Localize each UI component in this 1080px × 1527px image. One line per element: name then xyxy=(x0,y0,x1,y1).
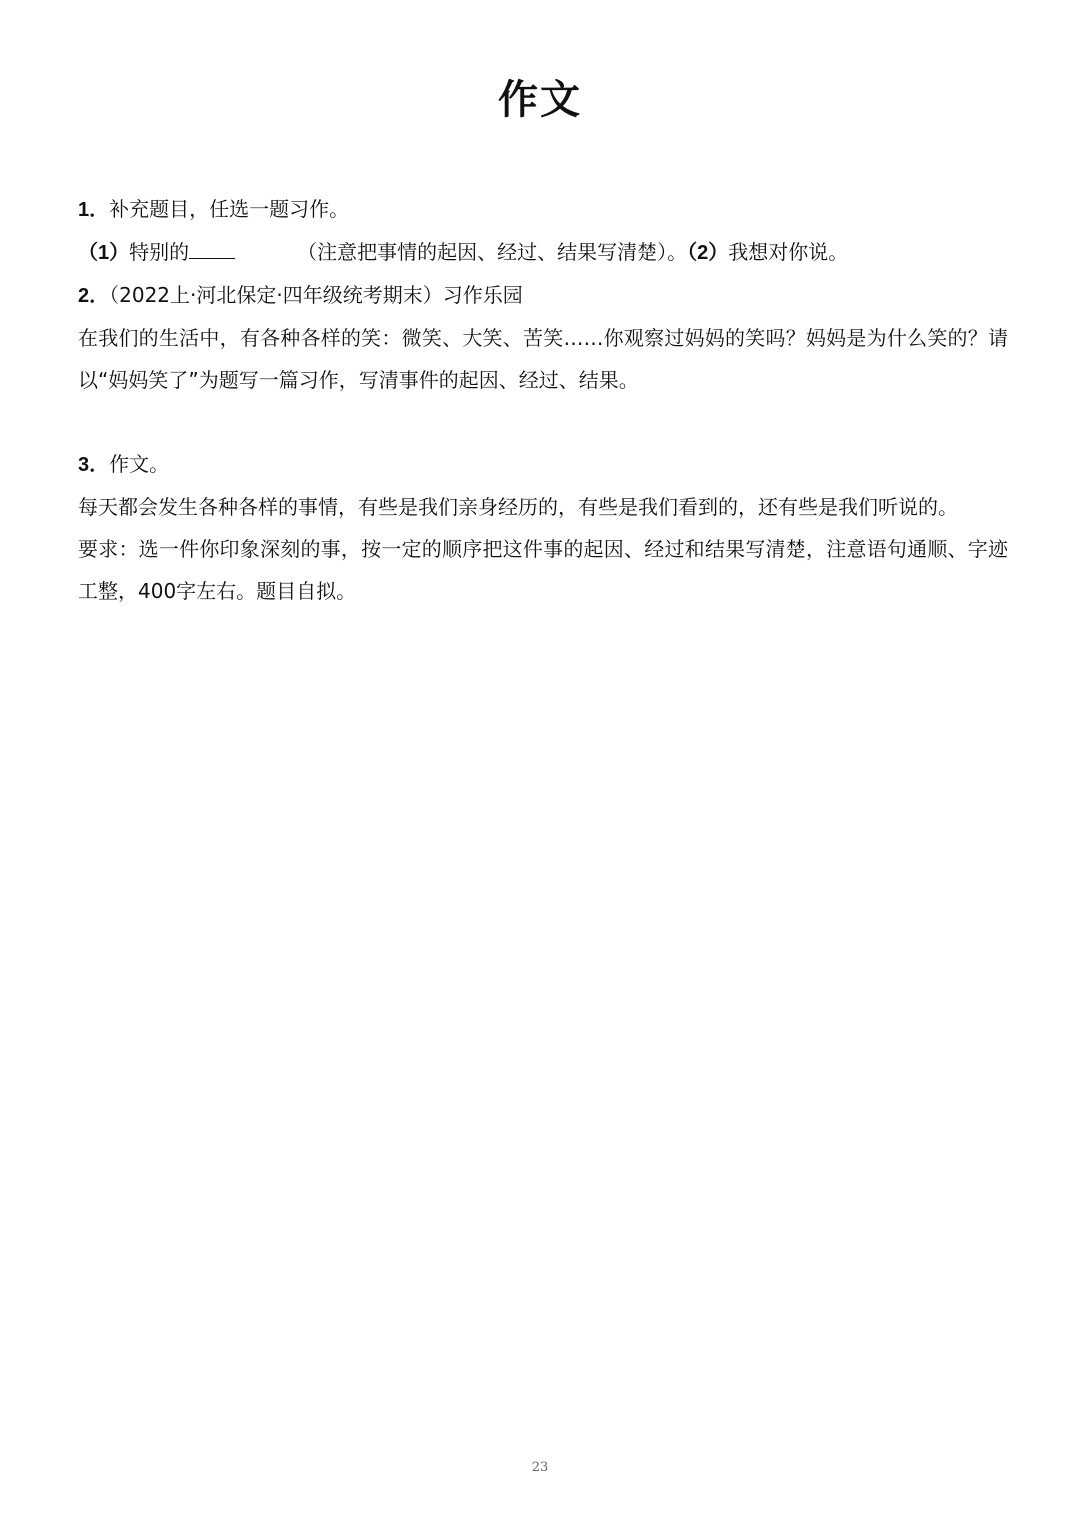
option-2-number: （2） xyxy=(687,242,729,264)
question-1-options xyxy=(78,231,1008,274)
spacer xyxy=(78,401,1008,443)
question-2-heading xyxy=(78,274,1008,317)
option-1-number: （1） xyxy=(78,242,130,264)
question-3-requirement: 要求：选一件你印象深刻的事，按一定的顺序把这件事的起因、经过和结果写清楚，注意语句通顺、字迹工整，400字左右。题目自拟。 xyxy=(78,537,1008,603)
fill-in-blank xyxy=(189,236,235,259)
question-2-body: 在我们的生活中，有各种各样的笑：微笑、大笑、苦笑……你观察过妈妈的笑吗？妈妈是为什么笑的？请以“妈妈笑了”为题写一篇习作，写清事件的起因、经过、结果。 xyxy=(78,326,1008,392)
question-2-number: 2． xyxy=(78,285,110,307)
question-1-heading xyxy=(78,188,1008,231)
question-2-source: （2022上·河北保定·四年级统考期末） xyxy=(109,283,443,307)
question-3-heading xyxy=(78,443,1008,486)
question-3-number: 3． xyxy=(78,454,110,476)
option-2-text: 我想对你说。 xyxy=(728,240,849,264)
question-1-number: 1． xyxy=(78,199,110,221)
question-1-prompt: 补充题目，任选一题习作。 xyxy=(109,197,350,221)
question-3-body: 每天都会发生各种各样的事情，有些是我们亲身经历的，有些是我们看到的，还有些是我们听说的。 xyxy=(78,495,958,519)
question-list xyxy=(78,188,1008,612)
option-1-text: 特别的 xyxy=(129,240,190,264)
question-3-prompt: 作文。 xyxy=(109,452,170,476)
option-1-note: （注意把事情的起因、经过、结果写清楚）。 xyxy=(297,240,688,264)
question-2-prompt: 习作乐园 xyxy=(442,283,523,307)
page-number: 23 xyxy=(531,1460,549,1475)
page-title: 作文 xyxy=(498,77,582,123)
